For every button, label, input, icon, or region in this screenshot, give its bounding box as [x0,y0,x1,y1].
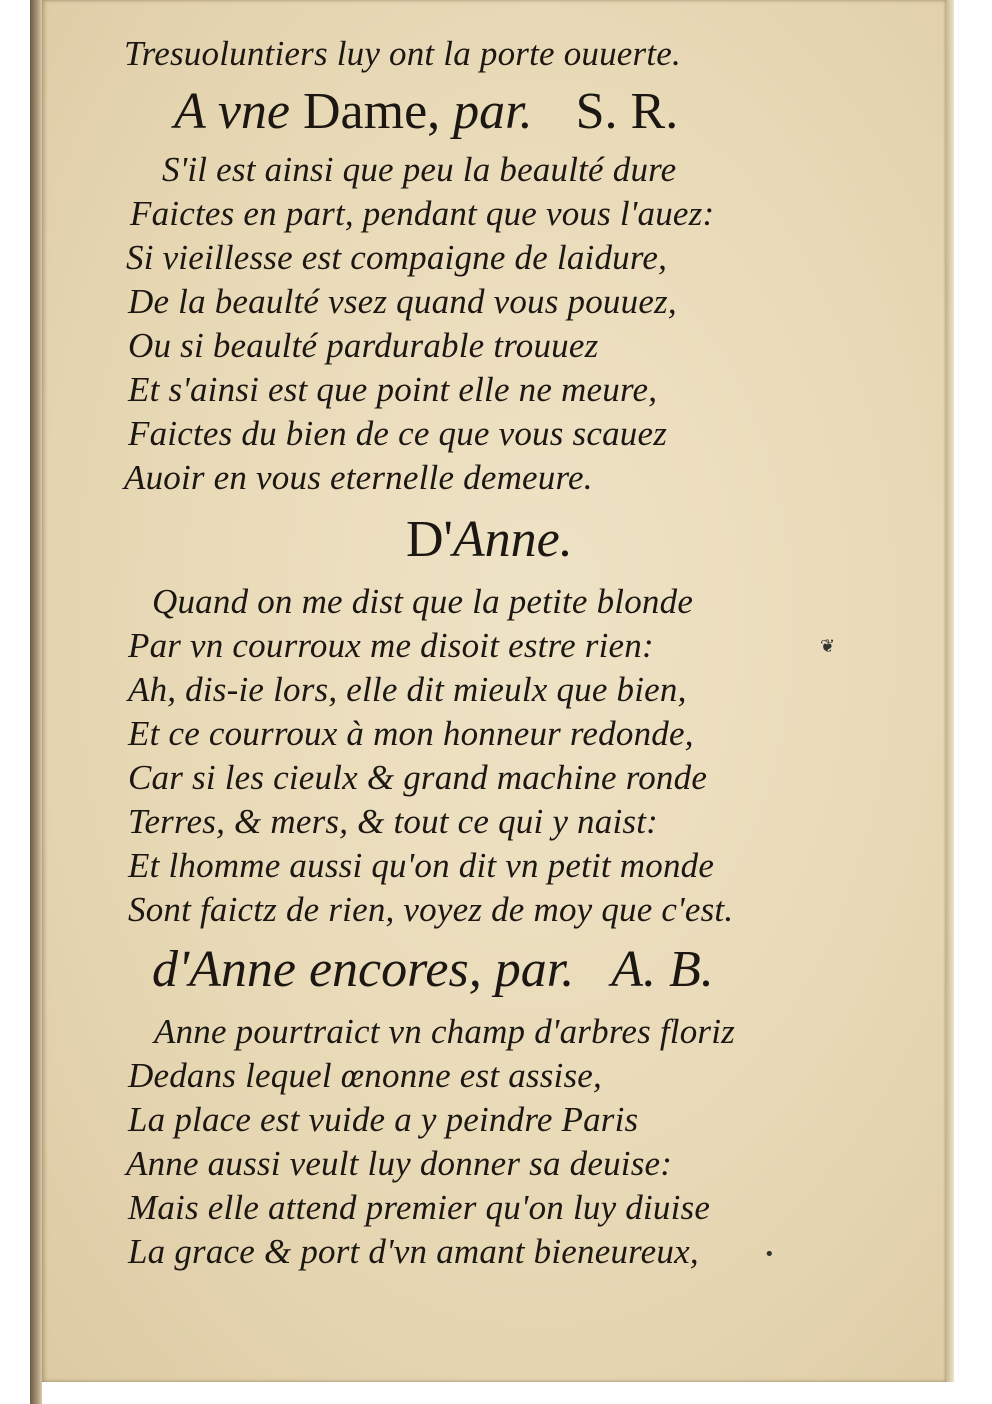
poem-2-heading-prefix: D' [406,511,453,568]
poem-3-heading-suffix: par. [494,941,575,998]
poem-1-heading-prefix: A vne [174,83,290,140]
poem-3-heading [152,942,714,998]
poem-1-line: Faictes en part, pendant que vous l'auez: [130,194,715,233]
poem-2-line: Quand on me dist que la petite blonde [152,582,694,621]
poem-2-line: Car si les cieulx & grand machine ronde [128,758,708,797]
poem-1-heading-roman: Dame, [302,83,441,140]
poem-3-attribution: A. B. [611,941,714,998]
poem-2-line: Par vn courroux me disoit estre rien: [128,626,654,665]
poem-2-heading-suffix: Anne. [452,511,573,568]
ink-dot-mark: • [764,1244,775,1265]
page-text [42,0,946,1382]
poem-1-line: Auoir en vous eternelle demeure. [124,458,593,497]
poem-2-line: Et lhomme aussi qu'on dit vn petit monde [128,846,715,885]
poem-3-line: Anne aussi veult luy donner sa deuise: [126,1144,673,1183]
poem-2-line: Sont faictz de rien, voyez de moy que c'est. [128,890,734,929]
top-line: Tresuoluntiers luy ont la porte ouuerte. [124,34,681,73]
poem-3-heading-prefix: d'Anne encores, [152,941,482,998]
poem-3-line: Anne pourtraict vn champ d'arbres floriz [154,1012,735,1051]
poem-1-line: De la beaulté vsez quand vous pouuez, [128,282,677,321]
ink-speck-mark: ❦ [820,636,836,657]
poem-1-heading [174,84,678,140]
poem-3-line: La grace & port d'vn amant bieneureux, [128,1232,699,1271]
poem-1-line: Faictes du bien de ce que vous scauez [128,414,668,453]
book-binding [30,0,42,1404]
poem-1-line: Et s'ainsi est que point elle ne meure, [128,370,658,409]
poem-1-line: Si vieillesse est compaigne de laidure, [126,238,668,277]
poem-2-line: Terres, & mers, & tout ce qui y naist: [128,802,658,841]
page-edge [946,0,954,1382]
poem-1-heading-suffix: par. [453,83,533,140]
poem-3-line: La place est vuide a y peindre Paris [128,1100,639,1139]
poem-2-heading [406,512,573,568]
poem-1-line: S'il est ainsi que peu la beaulté dure [162,150,677,189]
poem-3-line: Mais elle attend premier qu'on luy diuise [128,1188,711,1227]
poem-3-line: Dedans lequel œnonne est assise, [128,1056,602,1095]
poem-2-line: Et ce courroux à mon honneur redonde, [128,714,694,753]
poem-1-attribution: S. R. [575,83,679,140]
paper-page [42,0,946,1382]
poem-1-line: Ou si beaulté pardurable trouuez [128,326,599,365]
poem-2-line: Ah, dis-ie lors, elle dit mieulx que bien, [128,670,687,709]
